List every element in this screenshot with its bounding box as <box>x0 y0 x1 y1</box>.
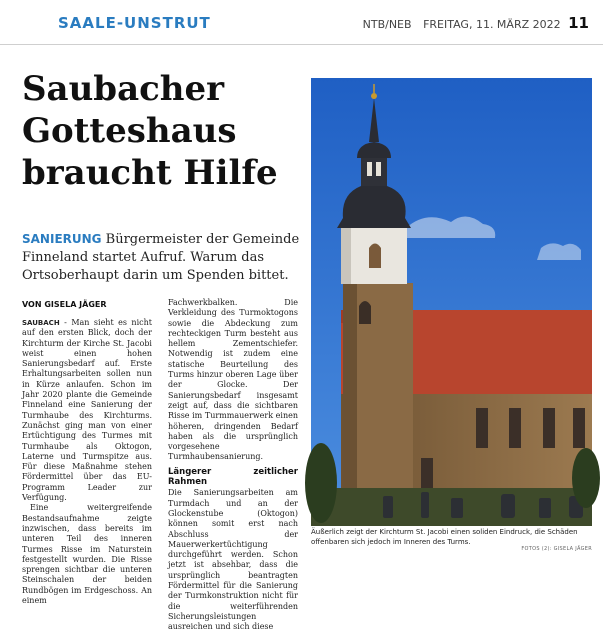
article-headline <box>22 68 312 194</box>
page-number: 11 <box>568 14 589 32</box>
article-column-2 <box>168 298 298 632</box>
byline: VON GISELA JÄGER <box>22 300 107 309</box>
page-header <box>0 0 603 45</box>
lantern <box>361 154 387 186</box>
photo-credit: FOTOS (2): GISELA JÄGER <box>521 546 592 552</box>
body-paragraph: - Man sieht es nicht auf den ersten Blick, doch der Kirchturm der Kirche St. Jacobi weist einen hohen Sanierungsbedarf auf. Erste Erhaltungsarbeiten sollen nun in Kürze anlaufen. Schon im Jahr 2020 plante die Gemeinde Finneland eine Sanierung der Turmhaube des Kirchturms. Zunächst ging man von einer Ertüchtigung des Turmes mit Turmhaube als Oktogon, Laterne und Turmspitze aus. Für diese Maßnahme stehen Fördermittel über das EU-Programm Leader zur Verfügung. <box>22 318 152 503</box>
body-paragraph: Die Sanierungsarbeiten am Turmdach und an der Glockenstube (Oktogon) können somit erst nach Abschluss der Mauerwerkertüchtigung durchgeführt werden. Schon jetzt ist absehbar, dass die ursprünglich beantragten Fördermittel für die Sanierung der Turmkonstruktion nicht für die weiterführenden Sicherungsleistungen ausreichen und sich diese <box>168 488 298 632</box>
dateline: SAUBACH <box>22 319 60 327</box>
subheading: Längerer zeitlicher Rahmen <box>168 466 298 488</box>
headline-line: Gotteshaus <box>22 111 237 151</box>
article-deck <box>22 230 307 285</box>
publication-name: NTB/NEB <box>362 18 412 31</box>
church-photo <box>311 78 592 526</box>
headline-line: Saubacher <box>22 69 225 109</box>
article-column-1 <box>22 318 152 606</box>
body-paragraph: Fachwerkbalken. Die Verkleidung des Turmoktogons sowie die Abdeckung zum rechteckigen Turm besteht aus hellem Zementschiefer. Notwendig ist zudem eine statische Beurteilung des Turms hinzur oberen Lage über der Glocke. Der Sanierungsbedarf insgesamt zeigt auf, dass die sichtbaren Risse im Turmmauerwerk einen höheren, dringenden Bedarf haben als die ursprünglich vorgesehene Turmhaubensanierung. <box>168 298 298 462</box>
body-paragraph: Eine weitergreifende Bestandsaufnahme zeigte inzwischen, dass bereits im unteren Teil des inneren Turmes Risse im Naturstein festgestellt wurden. Die Risse sprengen sichtbar die unteren Steinschalen der beiden Rundbögen im Erdgeschoss. An einem <box>22 503 152 606</box>
headline-line: braucht Hilfe <box>22 153 278 193</box>
deck-text: Bürgermeister der Gemeinde Finneland startet Aufruf. Warum das Ortsoberhaupt darin um Spenden bittet. <box>22 232 300 283</box>
photo-caption: Äußerlich zeigt der Kirchturm St. Jacobi einen soliden Eindruck, die Schäden offenbaren sich jedoch im Inneren des Turms. <box>311 528 578 546</box>
header-meta <box>363 14 589 32</box>
spire-ornament <box>371 93 377 99</box>
kicker: SANIERUNG <box>22 232 102 246</box>
section-title: SAALE-UNSTRUT <box>58 14 211 32</box>
issue-date: FREITAG, 11. MÄRZ 2022 <box>423 18 561 31</box>
